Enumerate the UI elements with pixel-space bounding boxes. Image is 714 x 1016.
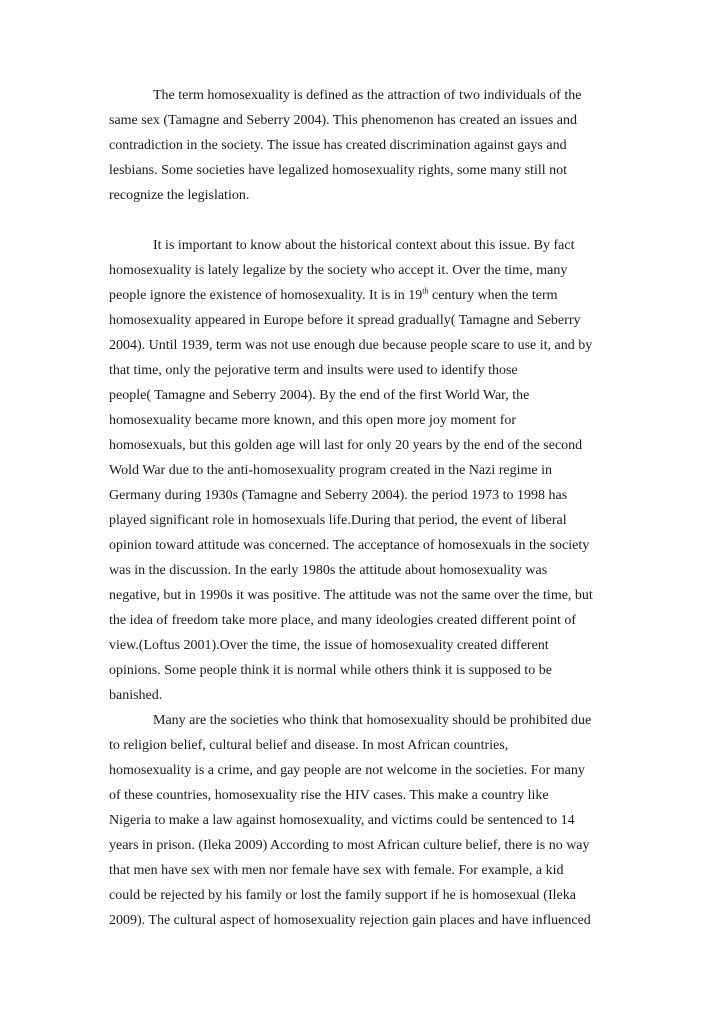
line-text: century when the term [428,288,558,303]
paragraph-3-line: years in prison. (Ileka 2009) According to most African culture belief, there is no way [109,838,590,853]
paragraph-1-line: The term homosexuality is defined as the attraction of two individuals of the [153,88,582,103]
paragraph-1-line: same sex (Tamagne and Seberry 2004). This phenomenon has created an issues and [109,113,578,128]
paragraph-2-line: homosexuality became more known, and this open more joy moment for [109,413,517,428]
paragraph-1-line: lesbians. Some societies have legalized homosexuality rights, some many still not [109,163,568,178]
paragraph-2-line: Germany during 1930s (Tamagne and Seberry 2004). the period 1973 to 1998 has [109,488,568,503]
paragraph-3-line: 2009). The cultural aspect of homosexuality rejection gain places and have influenced [109,913,591,928]
paragraph-3-line: of these countries, homosexuality rise the HIV cases. This make a country like [109,788,549,803]
paragraph-2-line [109,287,558,305]
paragraph-3-line: could be rejected by his family or lost the family support if he is homosexual (Ileka [109,888,576,903]
paragraph-2-line: homosexuality appeared in Europe before it spread gradually( Tamagne and Seberry [109,313,581,328]
paragraph-2-line: that time, only the pejorative term and insults were used to identify those [109,363,518,378]
paragraph-2-line: the idea of freedom take more place, and many ideologies created different point of [109,613,576,628]
paragraph-2-line: was in the discussion. In the early 1980s the attitude about homosexuality was [109,563,548,578]
paragraph-2-line: It is important to know about the historical context about this issue. By fact [153,238,575,253]
paragraph-2-line: people( Tamagne and Seberry 2004). By the end of the first World War, the [109,388,530,403]
paragraph-1-line: contradiction in the society. The issue has created discrimination against gays and [109,138,567,153]
paragraph-2-line: opinion toward attitude was concerned. The acceptance of homosexuals in the society [109,538,590,553]
paragraph-2-line: played significant role in homosexuals life.During that period, the event of liberal [109,513,567,528]
paragraph-1-line: recognize the legislation. [109,188,250,203]
paragraph-2-line: opinions. Some people think it is normal while others think it is supposed to be [109,663,552,678]
paragraph-3-line: Many are the societies who think that homosexuality should be prohibited due [153,713,592,728]
paragraph-2-line: 2004). Until 1939, term was not use enough due because people scare to use it, and by [109,338,593,353]
paragraph-2-line: negative, but in 1990s it was positive. The attitude was not the same over the time, but [109,588,593,603]
paragraph-3-line: that men have sex with men nor female have sex with female. For example, a kid [109,863,564,878]
line-text: people ignore the existence of homosexuality. It is in 19 [109,288,423,303]
paragraph-3-line: Nigeria to make a law against homosexuality, and victims could be sentenced to 14 [109,813,575,828]
paragraph-3-line: homosexuality is a crime, and gay people are not welcome in the societies. For many [109,763,585,778]
paragraph-2-line: Wold War due to the anti-homosexuality program created in the Nazi regime in [109,463,553,478]
paragraph-2-line: homosexuals, but this golden age will last for only 20 years by the end of the second [109,438,583,453]
paragraph-2-line: view.(Loftus 2001).Over the time, the issue of homosexuality created different [109,638,549,653]
paragraph-3-line: to religion belief, cultural belief and disease. In most African countries, [109,738,509,753]
ordinal-superscript: th [422,286,429,296]
paragraph-2-line: homosexuality is lately legalize by the society who accept it. Over the time, many [109,263,568,278]
paragraph-2-line: banished. [109,688,163,703]
